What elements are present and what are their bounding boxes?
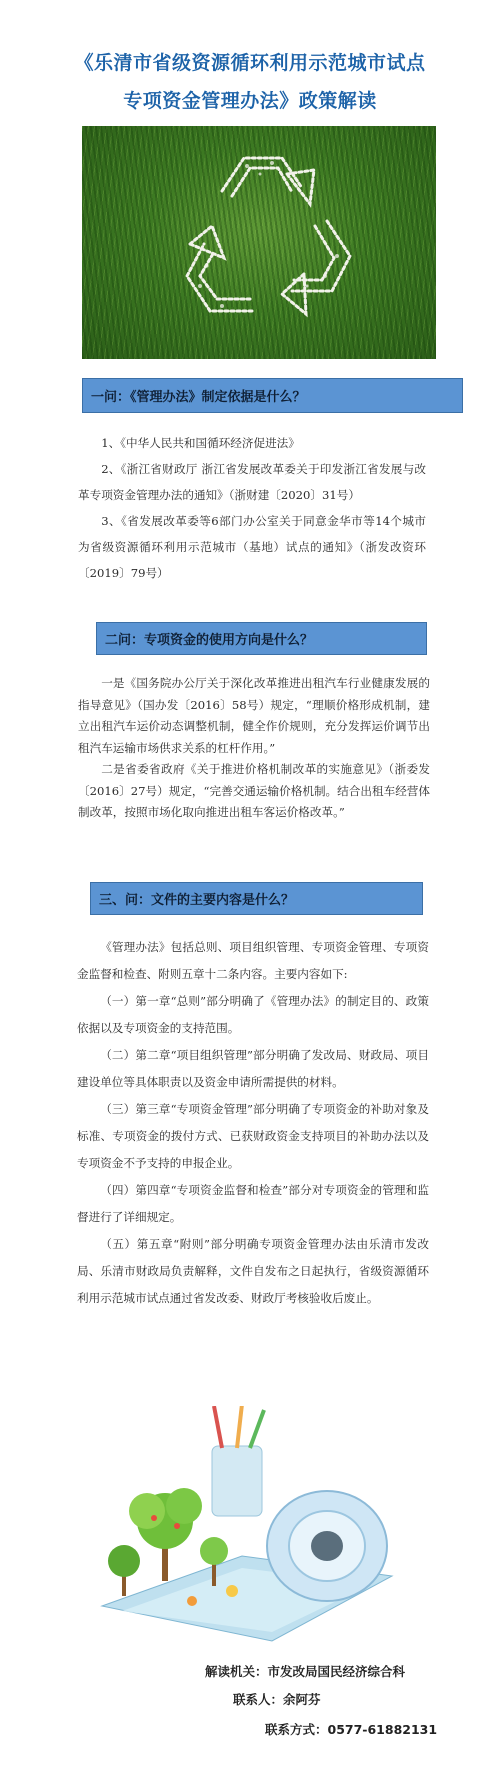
section-2-heading: 二问：专项资金的使用方向是什么？ <box>96 622 427 655</box>
section-2-body <box>78 673 430 824</box>
footer-agency: 解读机关：市发改局国民经济综合科 <box>205 1664 406 1679</box>
paper-roll-trees-illustration <box>92 1406 412 1666</box>
footer-phone: 联系方式：0577-61882131 <box>265 1722 438 1737</box>
page-title <box>0 44 500 120</box>
section-3-chapter-1: （一）第一章“总则”部分明确了《管理办法》的制定目的、政策依据以及专项资金的支持范围。 <box>77 994 429 1035</box>
footer-contact: 联系人：余阿芬 <box>233 1692 321 1707</box>
section-3-intro: 《管理办法》包括总则、项目组织管理、专项资金管理、专项资金监督和检查、附则五章十二条内容。主要内容如下: <box>77 940 429 981</box>
section-2-para-2: 二是省委省政府《关于推进价格机制改革的实施意见》（浙委发〔2016〕27号）规定，“完善交通运输价格机制。结合出租车经营体制改革，按照市场化取向推进出租车客运价格改革。” <box>78 762 430 819</box>
section-3-chapter-3: （三）第三章“专项资金管理”部分明确了专项资金的补助对象及标准、专项资金的拨付方式、已获财政资金支持项目的补助办法以及专项资金不予支持的申报企业。 <box>77 1102 429 1170</box>
section-3-chapter-2: （二）第二章“项目组织管理”部分明确了发改局、财政局、项目建设单位等具体职责以及资金申请所需提供的材料。 <box>77 1048 429 1089</box>
section-2-para-1: 一是《国务院办公厅关于深化改革推进出租汽车行业健康发展的指导意见》（国办发〔2016〕58号）规定，“理顺价格形成机制，建立出租汽车运价动态调整机制，健全作价规则，充分发挥运价调节出租汽车运输市场供求关系的杠杆作用。” <box>78 676 430 755</box>
section-1-item-2: 2、《浙江省财政厅 浙江省发展改革委关于印发浙江省发展与改革专项资金管理办法的通知》（浙财建〔2020〕31号） <box>78 462 426 502</box>
title-line-2: 专项资金管理办法》政策解读 <box>123 90 377 112</box>
section-3-chapter-4: （四）第四章“专项资金监督和检查”部分对专项资金的管理和监督进行了详细规定。 <box>77 1183 429 1224</box>
hero-image <box>82 126 436 359</box>
section-1-heading: 一问：《管理办法》制定依据是什么？ <box>82 378 463 413</box>
section-1-item-1: 1、《中华人民共和国循环经济促进法》 <box>101 436 300 450</box>
title-line-1: 《乐清市省级资源循环利用示范城市试点 <box>74 52 426 74</box>
section-1-item-3: 3、《省发展改革委等6部门办公室关于同意金华市等14个城市为省级资源循环利用示范城市（基地）试点的通知》（浙发改资环〔2019〕79号） <box>78 514 426 580</box>
recycle-icon <box>82 126 436 359</box>
section-3-body <box>77 934 429 1312</box>
section-3-chapter-5: （五）第五章“附则”部分明确专项资金管理办法由乐清市发改局、乐清市财政局负责解释，文件自发布之日起执行，省级资源循环利用示范城市试点通过省发改委、财政厅考核验收后废止。 <box>77 1237 429 1305</box>
section-3-heading: 三、问：文件的主要内容是什么？ <box>90 882 423 915</box>
section-1-body <box>78 430 426 586</box>
